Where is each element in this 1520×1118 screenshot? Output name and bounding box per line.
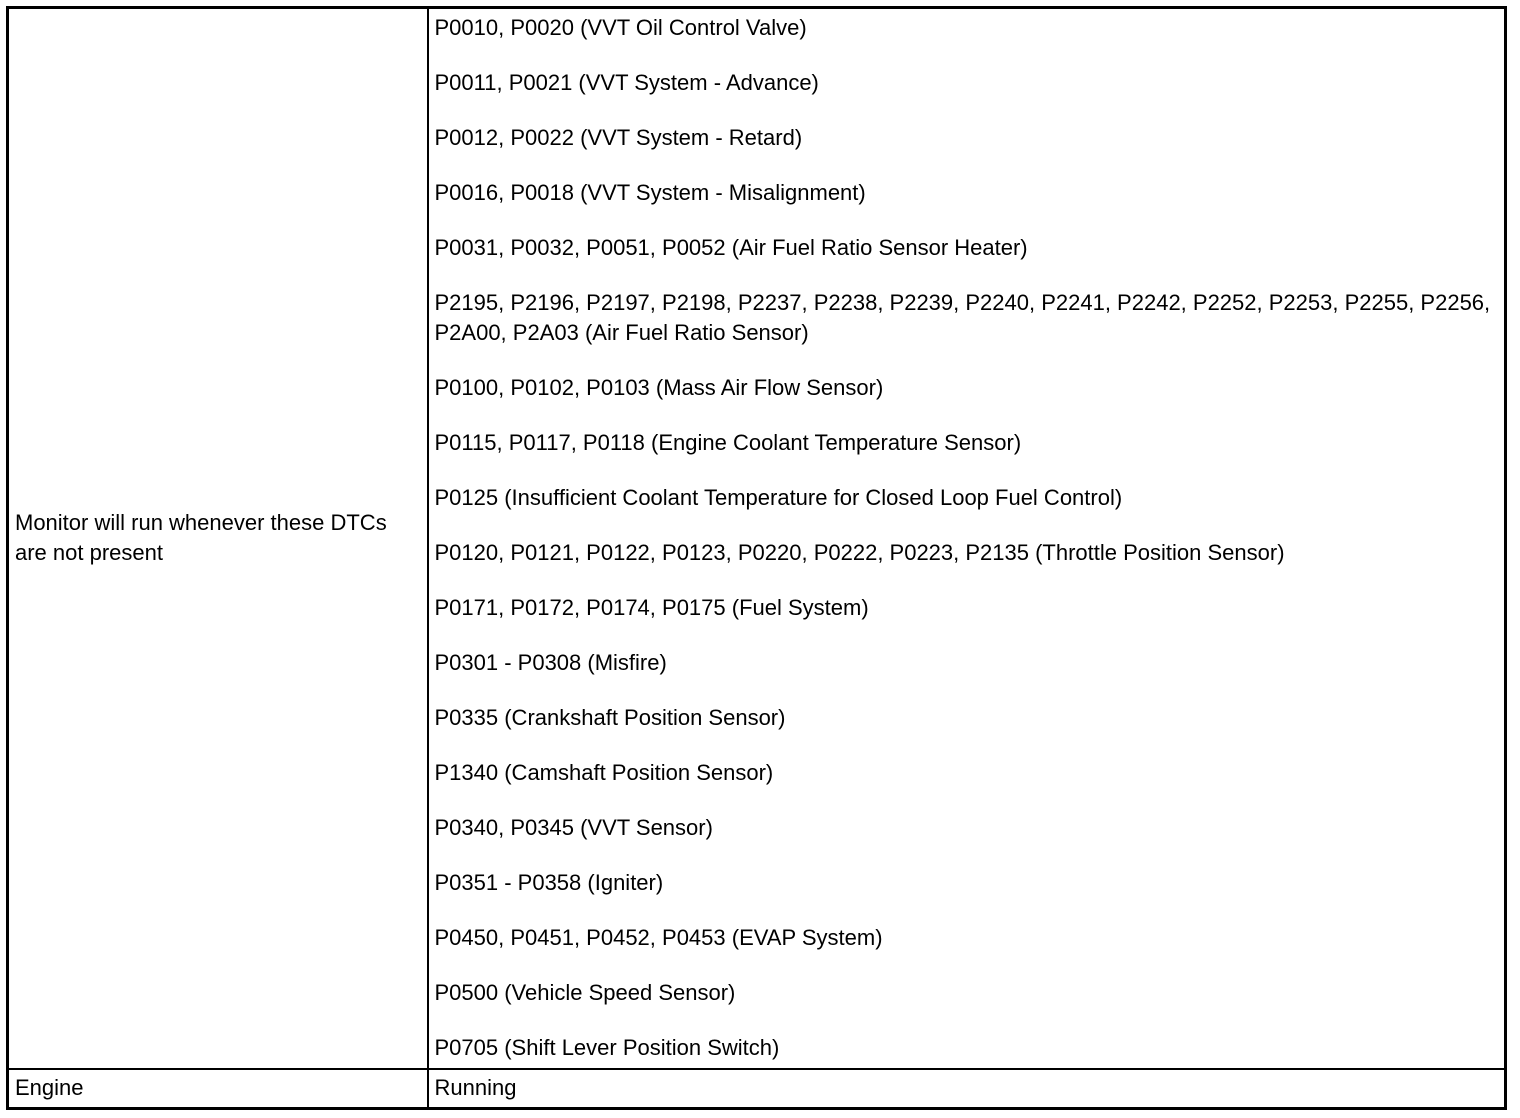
dtc-list-cell bbox=[428, 8, 1506, 1069]
dtc-conditions-table bbox=[6, 6, 1507, 1110]
dtc-entry: P0115, P0117, P0118 (Engine Coolant Temperature Sensor) bbox=[434, 430, 1022, 456]
dtc-entry: P2195, P2196, P2197, P2198, P2237, P2238, P2239, P2240, P2241, P2242, P2252, P2253, P2255, P2256, P2A00, P2A03 (Air Fuel Ratio Sensor) bbox=[434, 290, 1491, 346]
dtc-entry: P0120, P0121, P0122, P0123, P0220, P0222, P0223, P2135 (Throttle Position Sensor) bbox=[434, 540, 1285, 566]
dtc-entry: P0125 (Insufficient Coolant Temperature for Closed Loop Fuel Control) bbox=[434, 485, 1123, 511]
engine-label: Engine bbox=[15, 1075, 84, 1101]
dtc-entry: P0335 (Crankshaft Position Sensor) bbox=[434, 705, 786, 731]
dtc-entry: P0301 - P0308 (Misfire) bbox=[434, 650, 667, 676]
dtc-entry: P0500 (Vehicle Speed Sensor) bbox=[434, 980, 736, 1006]
table-row-dtc-conditions bbox=[8, 8, 1506, 1069]
dtc-entry: P0016, P0018 (VVT System - Misalignment) bbox=[434, 180, 866, 206]
dtc-entry: P0011, P0021 (VVT System - Advance) bbox=[434, 70, 819, 96]
table-row-engine bbox=[8, 1069, 1506, 1109]
dtc-entry: P0031, P0032, P0051, P0052 (Air Fuel Ratio Sensor Heater) bbox=[434, 235, 1028, 261]
dtc-list bbox=[435, 13, 1499, 1063]
dtc-entry: P0010, P0020 (VVT Oil Control Valve) bbox=[434, 15, 807, 41]
engine-value: Running bbox=[434, 1075, 517, 1101]
dtc-entry: P0171, P0172, P0174, P0175 (Fuel System) bbox=[434, 595, 869, 621]
dtc-entry: P0351 - P0358 (Igniter) bbox=[434, 870, 664, 896]
dtc-entry: P0705 (Shift Lever Position Switch) bbox=[434, 1035, 780, 1061]
dtc-entry: P0340, P0345 (VVT Sensor) bbox=[434, 815, 713, 841]
dtc-entry: P0012, P0022 (VVT System - Retard) bbox=[434, 125, 803, 151]
condition-label-cell bbox=[8, 8, 428, 1069]
dtc-entry: P0100, P0102, P0103 (Mass Air Flow Sensor) bbox=[434, 375, 884, 401]
engine-value-cell bbox=[428, 1069, 1506, 1109]
condition-label: Monitor will run whenever these DTCs are not present bbox=[15, 510, 387, 566]
engine-label-cell bbox=[8, 1069, 428, 1109]
dtc-entry: P0450, P0451, P0452, P0453 (EVAP System) bbox=[434, 925, 883, 951]
dtc-entry: P1340 (Camshaft Position Sensor) bbox=[434, 760, 774, 786]
